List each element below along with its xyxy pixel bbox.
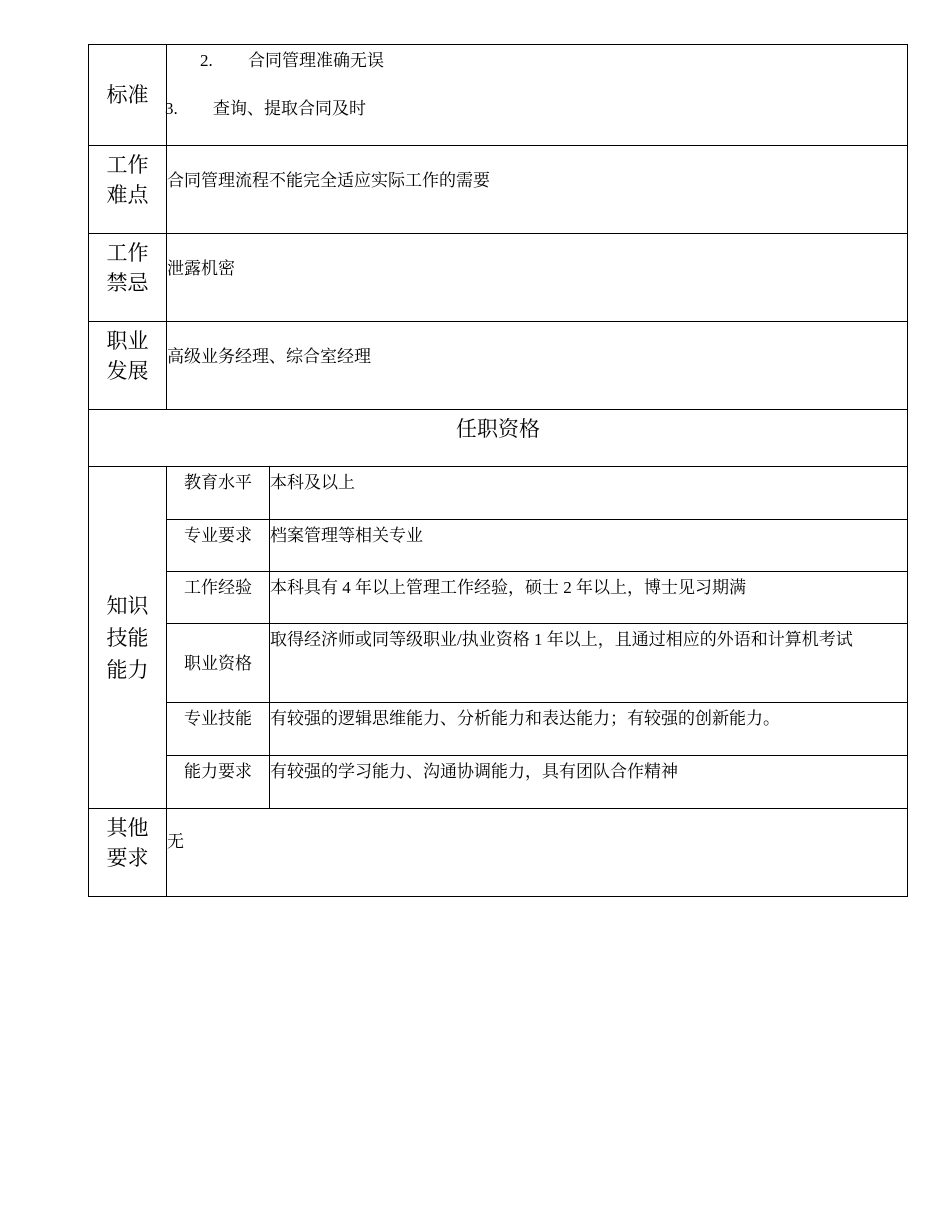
knowledge-skill-label-line: 知识 <box>106 593 149 618</box>
education-level-value: 本科及以上 <box>270 467 908 520</box>
standard-item-text: 合同管理准确无误 <box>248 51 384 70</box>
major-requirement-value: 档案管理等相关专业 <box>270 520 908 572</box>
taboo-label <box>89 234 167 322</box>
professional-qualification-label: 职业资格 <box>167 624 270 703</box>
difficulty-label <box>89 146 167 234</box>
other-label-line: 要求 <box>106 846 149 870</box>
standard-item-number: 2. <box>200 51 213 70</box>
professional-qualification-value: 取得经济师或同等级职业/执业资格 1 年以上，且通过相应的外语和计算机考试 <box>270 624 908 703</box>
qualification-item-row <box>89 756 908 809</box>
standard-item-text: 查询、提取合同及时 <box>213 99 366 118</box>
qualification-item-row <box>89 624 908 703</box>
knowledge-skill-label-line: 技能 <box>106 625 149 650</box>
qualification-item-row <box>89 703 908 756</box>
professional-skill-value: 有较强的逻辑思维能力、分析能力和表达能力；有较强的创新能力。 <box>270 703 908 756</box>
education-level-label: 教育水平 <box>167 467 270 520</box>
standard-label-text: 标准 <box>106 83 149 107</box>
other-label <box>89 809 167 897</box>
career-label-line: 职业 <box>106 329 149 353</box>
qualification-item-row <box>89 520 908 572</box>
taboo-label-line: 禁忌 <box>106 271 149 295</box>
standard-item <box>167 95 907 122</box>
difficulty-row <box>89 146 908 234</box>
professional-skill-label: 专业技能 <box>167 703 270 756</box>
standard-label <box>89 45 167 146</box>
difficulty-label-line: 难点 <box>106 183 149 207</box>
major-requirement-label: 专业要求 <box>167 520 270 572</box>
other-value: 无 <box>167 809 908 897</box>
other-label-line: 其他 <box>106 816 149 840</box>
career-label <box>89 322 167 410</box>
qualification-title: 任职资格 <box>89 410 908 467</box>
taboo-value: 泄露机密 <box>167 234 908 322</box>
standard-value <box>167 45 908 146</box>
career-label-line: 发展 <box>106 359 149 383</box>
qualification-item-row <box>89 572 908 624</box>
ability-requirement-label: 能力要求 <box>167 756 270 809</box>
standard-item-number: 3. <box>165 99 178 118</box>
work-experience-label: 工作经验 <box>167 572 270 624</box>
other-row <box>89 809 908 897</box>
standard-item <box>167 47 907 74</box>
difficulty-value: 合同管理流程不能完全适应实际工作的需要 <box>167 146 908 234</box>
taboo-row <box>89 234 908 322</box>
work-experience-value: 本科具有 4 年以上管理工作经验，硕士 2 年以上，博士见习期满 <box>270 572 908 624</box>
job-description-table <box>88 44 908 897</box>
qualification-item-row <box>89 467 908 520</box>
ability-requirement-value: 有较强的学习能力、沟通协调能力，具有团队合作精神 <box>270 756 908 809</box>
career-row <box>89 322 908 410</box>
knowledge-skill-label <box>89 467 167 809</box>
taboo-label-line: 工作 <box>106 241 149 265</box>
qualification-header-row <box>89 410 908 467</box>
standard-row <box>89 45 908 146</box>
career-value: 高级业务经理、综合室经理 <box>167 322 908 410</box>
knowledge-skill-label-line: 能力 <box>106 657 149 682</box>
difficulty-label-line: 工作 <box>106 153 149 177</box>
